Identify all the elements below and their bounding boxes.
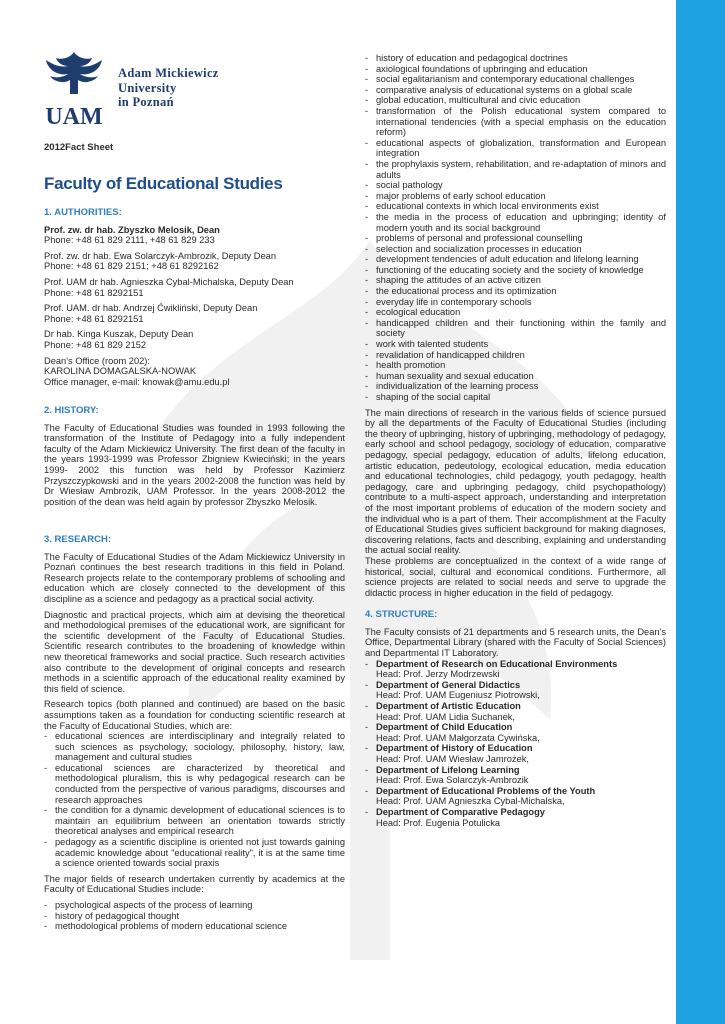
list-item: - revalidation of handicapped children (365, 350, 666, 361)
department-item (365, 786, 666, 807)
list-item: - global education, multicultural and civic education (365, 95, 666, 106)
department-head: Head: Prof. UAM Agnieszka Cybal-Michalska, (376, 796, 565, 807)
university-line-3: in Poznań (118, 95, 174, 109)
deputy-dean-name: Prof. UAM dr hab. Agnieszka Cybal-Michalska, Deputy Dean (44, 276, 294, 287)
university-line-1: Adam Mickiewicz (118, 66, 219, 80)
deputy-dean-phone: Phone: +48 61 829 2152 (44, 339, 147, 350)
fields-list-left (44, 900, 345, 932)
department-head: Head: Prof. UAM Lidia Suchanek, (376, 711, 516, 722)
research-paragraph-1: The Faculty of Educational Studies of the Adam Mickiewicz University in Poznań continues the best research traditions in this field in Poland. Research projects relate to the contemporary problems of schooling and education which are closely connected to the development of this discipline as a science and pedagogy as a practical social activity. (44, 551, 345, 604)
department-head: Head: Prof. Jerzy Modrzewski (376, 669, 500, 680)
list-item: - work with talented students (365, 339, 666, 350)
list-item: - methodological problems of modern educational science (44, 921, 345, 932)
list-item: - social pathology (365, 180, 666, 191)
research-paragraph-4: The major fields of research undertaken currently by academics at the Faculty of Educational Studies include: (44, 873, 345, 895)
list-item: - the media in the process of education and upbringing; identity of modern youth and its social background (365, 212, 666, 233)
logo-text: UAM (45, 104, 103, 128)
assumptions-list (44, 731, 345, 869)
list-item: - educational sciences are interdisciplinary and integrally related to such sciences as psychology, sociology, philosophy, history, law, management and cultural studies (44, 731, 345, 763)
department-name: - Department of History of Education (376, 743, 533, 754)
list-item: - pedagogy as a scientific discipline is oriented not just towards gaining academic knowledge about "educational reality", it is at the same time a science oriented towards social praxis (44, 837, 345, 869)
deputy-dean-name: Prof. zw. dr hab. Ewa Solarczyk-Ambrozik, Deputy Dean (44, 250, 276, 261)
office-email: Office manager, e-mail: knowak@amu.edu.pl (44, 376, 230, 387)
research-paragraph-5: The main directions of research in the various fields of science pursued by all the departments of the Faculty of Educational Studies (including the theory of upbringing, history of upbringing, methodology of pedagogy, early school and school pedagogy, sociology of education, comparative pedagogy, special pedagogy, education of adults, lifelong education, artistic education, pedeutology, ecological education, media education and educational technologies, child pedagogy, youth pedagogy, health pedagogy, care and upbringing pedagogy, child psychopathology) contribute to a multi-aspect approach, understanding and interpretation of the most important problems of education of the modern society and the individual who is a part of them. Their accomplishment at the Faculty of Educational Studies gives sufficient background for making diagnoses, discovering relations, facts and describing, explaining and understanding the actual social reality. (365, 407, 666, 556)
department-head: Head: Prof. UAM Eugeniusz Piotrowski, (376, 690, 540, 701)
office-line: Dean's Office (room 202): (44, 355, 150, 366)
department-item (365, 680, 666, 701)
department-name: - Department of General Didactics (376, 679, 521, 690)
list-item: - history of education and pedagogical doctrines (365, 53, 666, 64)
list-item: - shaping of the social capital (365, 392, 666, 403)
list-item: - everyday life in contemporary schools (365, 297, 666, 308)
list-item: - human sexuality and sexual education (365, 371, 666, 382)
department-name: - Department of Child Education (376, 722, 513, 733)
list-item: - transformation of the Polish educational system compared to international tendencies (with a special emphasis on the education reform) (365, 106, 666, 138)
deputy-dean-phone: Phone: +48 61 8292151 (44, 287, 144, 298)
department-item (365, 722, 666, 743)
research-paragraph-6: These problems are conceptualized in the context of a wide range of historical, social, cultural and economical conditions. Furthermore, all science projects are related to social needs and serve to upgrade the didactic process in higher education in the field of pedagogy. (365, 555, 666, 598)
department-item (365, 743, 666, 764)
list-item: - health promotion (365, 360, 666, 371)
deputy-dean-phone: Phone: +48 61 829 2151; +48 61 8292162 (44, 261, 219, 272)
university-name (118, 66, 219, 110)
list-item: - handicapped children and their functioning within the family and society (365, 318, 666, 339)
fact-sheet-label: 2012Fact Sheet (44, 142, 114, 153)
dean-phone: Phone: +48 61 829 2111, +48 61 829 233 (44, 235, 215, 246)
list-item: - social egalitarianism and contemporary educational challenges (365, 74, 666, 85)
dean-name: Prof. zw. dr hab. Zbyszko Melosik, Dean (44, 224, 220, 235)
list-item: - problems of personal and professional counselling (365, 233, 666, 244)
list-item: - the educational process and its optimization (365, 286, 666, 297)
research-section (44, 535, 345, 932)
department-name: - Department of Educational Problems of the Youth (376, 785, 596, 796)
deputy-dean-phone: Phone: +48 61 8292151 (44, 313, 144, 324)
deputy-dean-name: Dr hab. Kinga Kuszak, Deputy Dean (44, 329, 194, 340)
department-item (365, 765, 666, 786)
department-head: Head: Prof. UAM Małgorzata Cywińska, (376, 732, 540, 743)
departments-list (365, 659, 666, 829)
list-item: - major problems of early school education (365, 191, 666, 202)
department-name: - Department of Lifelong Learning (376, 764, 520, 775)
department-item (365, 807, 666, 828)
list-item: - educational sciences are characterized by theoretical and methodological pluralism, this is why pedagogical research can be conducted from the perspective of various paradigms, discourses and research approaches (44, 763, 345, 805)
list-item: - functioning of the educating society and the society of knowledge (365, 265, 666, 276)
list-item: - individualization of the learning process (365, 381, 666, 392)
list-item: - psychological aspects of the process of learning (44, 900, 345, 911)
history-heading: 2. HISTORY: (44, 405, 99, 416)
department-name: - Department of Comparative Pedagogy (376, 806, 545, 817)
list-item: - development tendencies of adult education and lifelong learning (365, 254, 666, 265)
uam-eagle-logo (44, 50, 104, 128)
fields-list-right (365, 53, 666, 403)
research-paragraph-2: Diagnostic and practical projects, which aim at devising the theoretical and methodological premises of the educational work, are significant for the scientific development of the Faculty of Educational Studies. Scientific research contributes to the broadening of knowledge within new theoretical frameworks and social practice. Such research activities also contribute to the development of original concepts and research methods in a scientific approach of the educational reality examined by this field of science. (44, 609, 345, 694)
list-item: - educational contexts in which local environments exist (365, 201, 666, 212)
list-item: - selection and socialization processes in education (365, 244, 666, 255)
authorities-heading: 1. AUTHORITIES: (44, 207, 122, 218)
structure-heading: 4. STRUCTURE: (365, 609, 438, 621)
history-text: The Faculty of Educational Studies was founded in 1993 following the transformation of the Institute of Pedagogy into a fully independent faculty of the Adam Mickiewicz University. The first dean of the faculty in the years 1993-1999 was Professor Zbigniew Kwieciński; in the years 1999- 2002 this function was held by Professor Kazimierz Przyszczypkowski and in the years 2002-2008 the function was held by Dr Wiesław Ambrozik, UAM Professor. In the years 2008-2012 the position of the dean was held again by professor Zbyszko Melosik. (44, 422, 345, 507)
deputy-dean-name: Prof. UAM. dr hab. Andrzej Ćwikliński, Deputy Dean (44, 303, 258, 314)
list-item: - axiological foundations of upbringing and education (365, 64, 666, 75)
university-line-2: University (118, 80, 177, 95)
authorities-section (44, 208, 345, 387)
list-item: - shaping the attitudes of an active citizen (365, 275, 666, 286)
list-item: - the condition for a dynamic development of educational sciences is to maintain an equilibrium between an orientation towards strictly theoretical analyses and empirical research (44, 805, 345, 837)
department-head: Head: Prof. Eugenia Potulicka (376, 817, 501, 828)
department-head: Head: Prof. Ewa Solarczyk-Ambrozik (376, 775, 529, 786)
research-heading: 3. RESEARCH: (44, 534, 112, 545)
department-item (365, 659, 666, 680)
list-item: - the prophylaxis system, rehabilitation, and re-adaptation of minors and adults (365, 159, 666, 180)
office-line: KAROLINA DOMAGALSKA-NOWAK (44, 366, 197, 377)
blue-side-bar (676, 0, 725, 1024)
structure-intro: The Faculty consists of 21 departments and 5 research units, the Dean's Office, Departmental Library (shared with the Faculty of Social Sciences) and Departmental IT Laboratory. (365, 626, 666, 659)
list-item: - comparative analysis of educational systems on a global scale (365, 85, 666, 96)
list-item: - history of pedagogical thought (44, 911, 345, 922)
list-item: - ecological education (365, 307, 666, 318)
history-section (44, 406, 345, 507)
department-head: Head: Prof. UAM Wiesław Jamrożek, (376, 754, 529, 764)
department-name: - Department of Research on Educational Environments (376, 658, 618, 669)
list-item: - educational aspects of globalization, transformation and European integration (365, 138, 666, 159)
research-paragraph-3: Research topics (both planned and continued) are based on the basic assumptions taken as a foundation for conducting scientific research at the Faculty of Educational Studies, which are: (44, 699, 345, 731)
department-name: - Department of Artistic Education (376, 701, 521, 712)
faculty-title: Faculty of Educational Studies (44, 174, 283, 193)
department-item (365, 701, 666, 722)
right-column (365, 53, 666, 828)
